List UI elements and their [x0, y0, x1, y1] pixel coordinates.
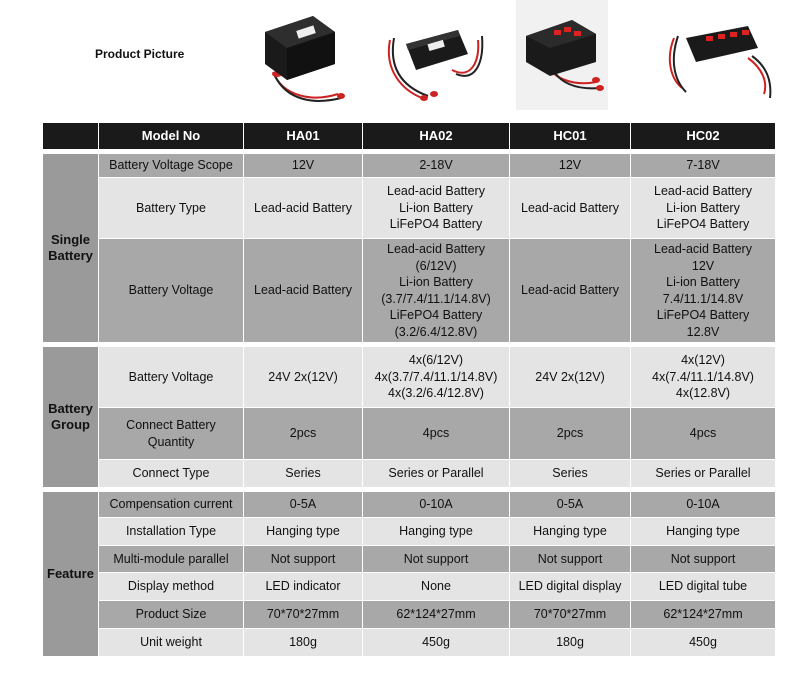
- spec-table: [42, 122, 776, 657]
- cell-ha02: 0-10A: [363, 492, 510, 518]
- row-label: Compensation current: [99, 492, 244, 518]
- row-label: Battery Type: [99, 178, 244, 239]
- cell-ha01: Not support: [244, 546, 363, 573]
- cell-hc01: 180g: [510, 629, 631, 657]
- cell-hc02: 62*124*27mm: [631, 601, 776, 629]
- group-label-battery-group: Battery Group: [43, 347, 99, 488]
- cell-ha02: 62*124*27mm: [363, 601, 510, 629]
- cell-hc01: 12V: [510, 154, 631, 178]
- cell-hc01: Not support: [510, 546, 631, 573]
- cell-hc01: 70*70*27mm: [510, 601, 631, 629]
- cell-hc02: 4x(12V) 4x(7.4/11.1/14.8V) 4x(12.8V): [631, 347, 776, 408]
- table-row: [43, 492, 776, 518]
- cell-hc02: LED digital tube: [631, 573, 776, 601]
- cell-hc02: 7-18V: [631, 154, 776, 178]
- row-label: Unit weight: [99, 629, 244, 657]
- cell-hc02: Lead-acid Battery 12V Li-ion Battery 7.4/11.1/14.8V LiFePO4 Battery 12.8V: [631, 239, 776, 343]
- table-row: [43, 239, 776, 343]
- row-label: Connect Battery Quantity: [99, 408, 244, 460]
- cell-ha01: Lead-acid Battery: [244, 239, 363, 343]
- cell-ha01: Hanging type: [244, 518, 363, 546]
- cell-hc01: Hanging type: [510, 518, 631, 546]
- cell-ha02: Lead-acid Battery (6/12V) Li-ion Battery (3.7/7.4/11.1/14.8V) LiFePO4 Battery (3.2/6.4/12.8V): [363, 239, 510, 343]
- cell-ha01: 0-5A: [244, 492, 363, 518]
- cell-ha01: 70*70*27mm: [244, 601, 363, 629]
- header-hc01: HC01: [510, 123, 631, 150]
- table-row: [43, 408, 776, 460]
- cell-hc02: Series or Parallel: [631, 460, 776, 488]
- cell-ha01: 24V 2x(12V): [244, 347, 363, 408]
- row-label: Display method: [99, 573, 244, 601]
- header-row: [43, 123, 776, 150]
- row-label: Battery Voltage Scope: [99, 154, 244, 178]
- header-model-no: Model No: [99, 123, 244, 150]
- group-label-single-battery: Single Battery: [43, 154, 99, 343]
- cell-ha01: 2pcs: [244, 408, 363, 460]
- cell-ha02: Hanging type: [363, 518, 510, 546]
- cell-ha01: 180g: [244, 629, 363, 657]
- cell-ha02: 450g: [363, 629, 510, 657]
- cell-hc02: Hanging type: [631, 518, 776, 546]
- table-row: [43, 573, 776, 601]
- header-blank: [43, 123, 99, 150]
- table-row: [43, 601, 776, 629]
- cell-hc01: Series: [510, 460, 631, 488]
- cell-ha01: Lead-acid Battery: [244, 178, 363, 239]
- table-row: [43, 518, 776, 546]
- cell-ha02: Lead-acid Battery Li-ion Battery LiFePO4 Battery: [363, 178, 510, 239]
- cell-hc01: 0-5A: [510, 492, 631, 518]
- cell-hc02: 450g: [631, 629, 776, 657]
- cell-hc02: 0-10A: [631, 492, 776, 518]
- product-photo-ha01: [253, 2, 355, 106]
- table-row: [43, 546, 776, 573]
- cell-hc02: Not support: [631, 546, 776, 573]
- cell-hc01: 2pcs: [510, 408, 631, 460]
- cell-ha02: Not support: [363, 546, 510, 573]
- cell-ha02: None: [363, 573, 510, 601]
- cell-hc02: 4pcs: [631, 408, 776, 460]
- product-photo-hc02: [664, 8, 774, 102]
- table-row: [43, 154, 776, 178]
- cell-hc02: Lead-acid Battery Li-ion Battery LiFePO4 Battery: [631, 178, 776, 239]
- table-row: [43, 629, 776, 657]
- cell-ha01: 12V: [244, 154, 363, 178]
- row-label: Connect Type: [99, 460, 244, 488]
- cell-ha02: 2-18V: [363, 154, 510, 178]
- product-photo-hc01: [516, 0, 608, 110]
- cell-hc01: 24V 2x(12V): [510, 347, 631, 408]
- row-label: Battery Voltage: [99, 239, 244, 343]
- header-ha01: HA01: [244, 123, 363, 150]
- cell-ha02: 4x(6/12V) 4x(3.7/7.4/11.1/14.8V) 4x(3.2/6.4/12.8V): [363, 347, 510, 408]
- cell-hc01: Lead-acid Battery: [510, 239, 631, 343]
- table-row: [43, 178, 776, 239]
- product-picture-strip: [0, 0, 800, 118]
- product-photo-ha02: [382, 10, 486, 106]
- cell-ha01: Series: [244, 460, 363, 488]
- table-row: [43, 347, 776, 408]
- row-label: Product Size: [99, 601, 244, 629]
- cell-ha02: Series or Parallel: [363, 460, 510, 488]
- header-hc02: HC02: [631, 123, 776, 150]
- row-label: Multi-module parallel: [99, 546, 244, 573]
- cell-ha01: LED indicator: [244, 573, 363, 601]
- row-label: Installation Type: [99, 518, 244, 546]
- cell-ha02: 4pcs: [363, 408, 510, 460]
- group-label-feature: Feature: [43, 492, 99, 657]
- product-picture-label: Product Picture: [95, 47, 185, 61]
- cell-hc01: Lead-acid Battery: [510, 178, 631, 239]
- cell-hc01: LED digital display: [510, 573, 631, 601]
- table-row: [43, 460, 776, 488]
- header-ha02: HA02: [363, 123, 510, 150]
- row-label: Battery Voltage: [99, 347, 244, 408]
